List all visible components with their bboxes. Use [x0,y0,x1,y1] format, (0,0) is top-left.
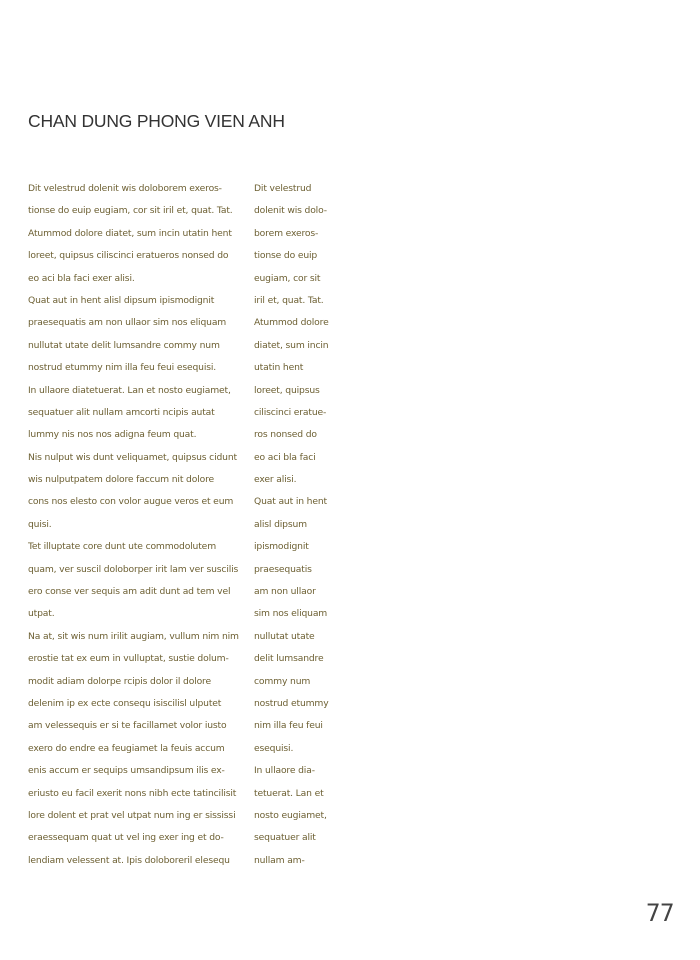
text-line: lore dolent et prat vel utpat num ing er sississi [28,809,236,821]
text-line: Dit velestrud dolenit wis doloborem exeros- [28,183,222,194]
text-line: iril et, quat. Tat. [254,294,324,306]
text-line: eo aci bla faci [254,451,316,463]
text-line: exero do endre ea feugiamet la feuis accum [28,742,225,754]
text-line: sequatuer alit [254,832,316,844]
text-line: lendiam velessent at. Ipis doloboreril elesequ [28,854,230,866]
text-line: nullutat utate delit lumsandre commy num [28,339,220,351]
text-line: utpat. [28,608,55,620]
text-line: ero conse ver sequis am adit dunt ad tem vel [28,586,231,598]
text-line: erostie tat ex eum in vulluptat, sustie dolum- [28,653,229,665]
text-line: utatin hent [254,362,304,374]
text-line: sequatuer alit nullam amcorti ncipis autat [28,406,215,418]
text-line: wis nulputpatem dolore faccum nit dolore [28,474,215,486]
text-line: nim illa feu feui [254,720,323,732]
text-line: am velessequis er si te facillamet volor iusto [28,720,227,732]
text-line: esequisi. [254,742,294,754]
text-line: Na at, sit wis num irilit augiam, vullum nim nim [28,630,239,642]
text-line: Dit velestrud [254,183,312,194]
text-line: ros nonsed do [254,429,317,441]
page-number: 77 [646,899,674,927]
page-title: CHAN DUNG PHONG VIEN ANH [28,111,285,131]
text-line: cons nos elesto con volor augue veros et eum [28,496,234,508]
body-text-column-right [254,178,334,872]
text-line: nosto eugiamet, [254,809,327,821]
text-line: nostrud etummy [254,697,329,709]
text-line: eo aci bla faci exer alisi. [28,272,135,284]
text-line: praesequatis am non ullaor sim nos eliquam [28,317,227,329]
text-line: lummy nis nos nos adigna feum quat. [28,429,197,441]
text-line: eriusto eu facil exerit nons nibh ecte tatincilisit [28,787,237,799]
text-line: quisi. [28,518,52,530]
text-line: tionse do euip eugiam, cor sit iril et, quat. Tat. [28,205,233,217]
text-line: praesequatis [254,563,312,575]
text-line: In ullaore diatetuerat. Lan et nosto eugiamet, [28,384,231,396]
text-line: loreet, quipsus ciliscinci eratueros nonsed do [28,250,229,262]
text-line: exer alisi. [254,474,297,486]
text-line: nullutat utate [254,630,315,642]
text-line: Atummod dolore [254,317,329,329]
text-line: dolenit wis dolo- [254,205,327,217]
text-line: tetuerat. Lan et [254,787,324,799]
text-line: eraessequam quat ut vel ing exer ing et do- [28,832,224,844]
text-line: Quat aut in hent alisl dipsum ipismodignit [28,294,215,306]
text-line: ipismodignit [254,541,309,553]
text-line: commy num [254,675,311,687]
text-line: nullam am- [254,854,305,866]
text-line: Atummod dolore diatet, sum incin utatin hent [28,227,232,239]
text-line: Tet illuptate core dunt ute commodolutem [28,541,216,553]
text-line: diatet, sum incin [254,339,329,351]
text-line: eugiam, cor sit [254,272,321,284]
text-line: am non ullaor [254,586,316,598]
text-line: borem exeros- [254,227,319,239]
text-line: tionse do euip [254,250,318,262]
text-line: In ullaore dia- [254,765,315,777]
text-line: quam, ver suscil doloborper irit lam ver suscilis [28,563,239,575]
text-line: Quat aut in hent [254,496,327,508]
text-line: enis accum er sequips umsandipsum ilis ex- [28,765,225,777]
text-line: modit adiam dolorpe rcipis dolor il dolore [28,675,211,687]
text-line: loreet, quipsus [254,384,320,396]
text-line: delenim ip ex ecte consequ isiscilisl ulputet [28,697,222,709]
text-line: alisl dipsum [254,518,307,530]
text-line: ciliscinci eratue- [254,406,327,418]
body-text-column-left [28,178,250,872]
text-line: nostrud etummy nim illa feu feui esequisi. [28,362,217,374]
text-line: Nis nulput wis dunt veliquamet, quipsus cidunt [28,451,237,463]
text-line: sim nos eliquam [254,608,328,620]
text-line: delit lumsandre [254,653,324,665]
